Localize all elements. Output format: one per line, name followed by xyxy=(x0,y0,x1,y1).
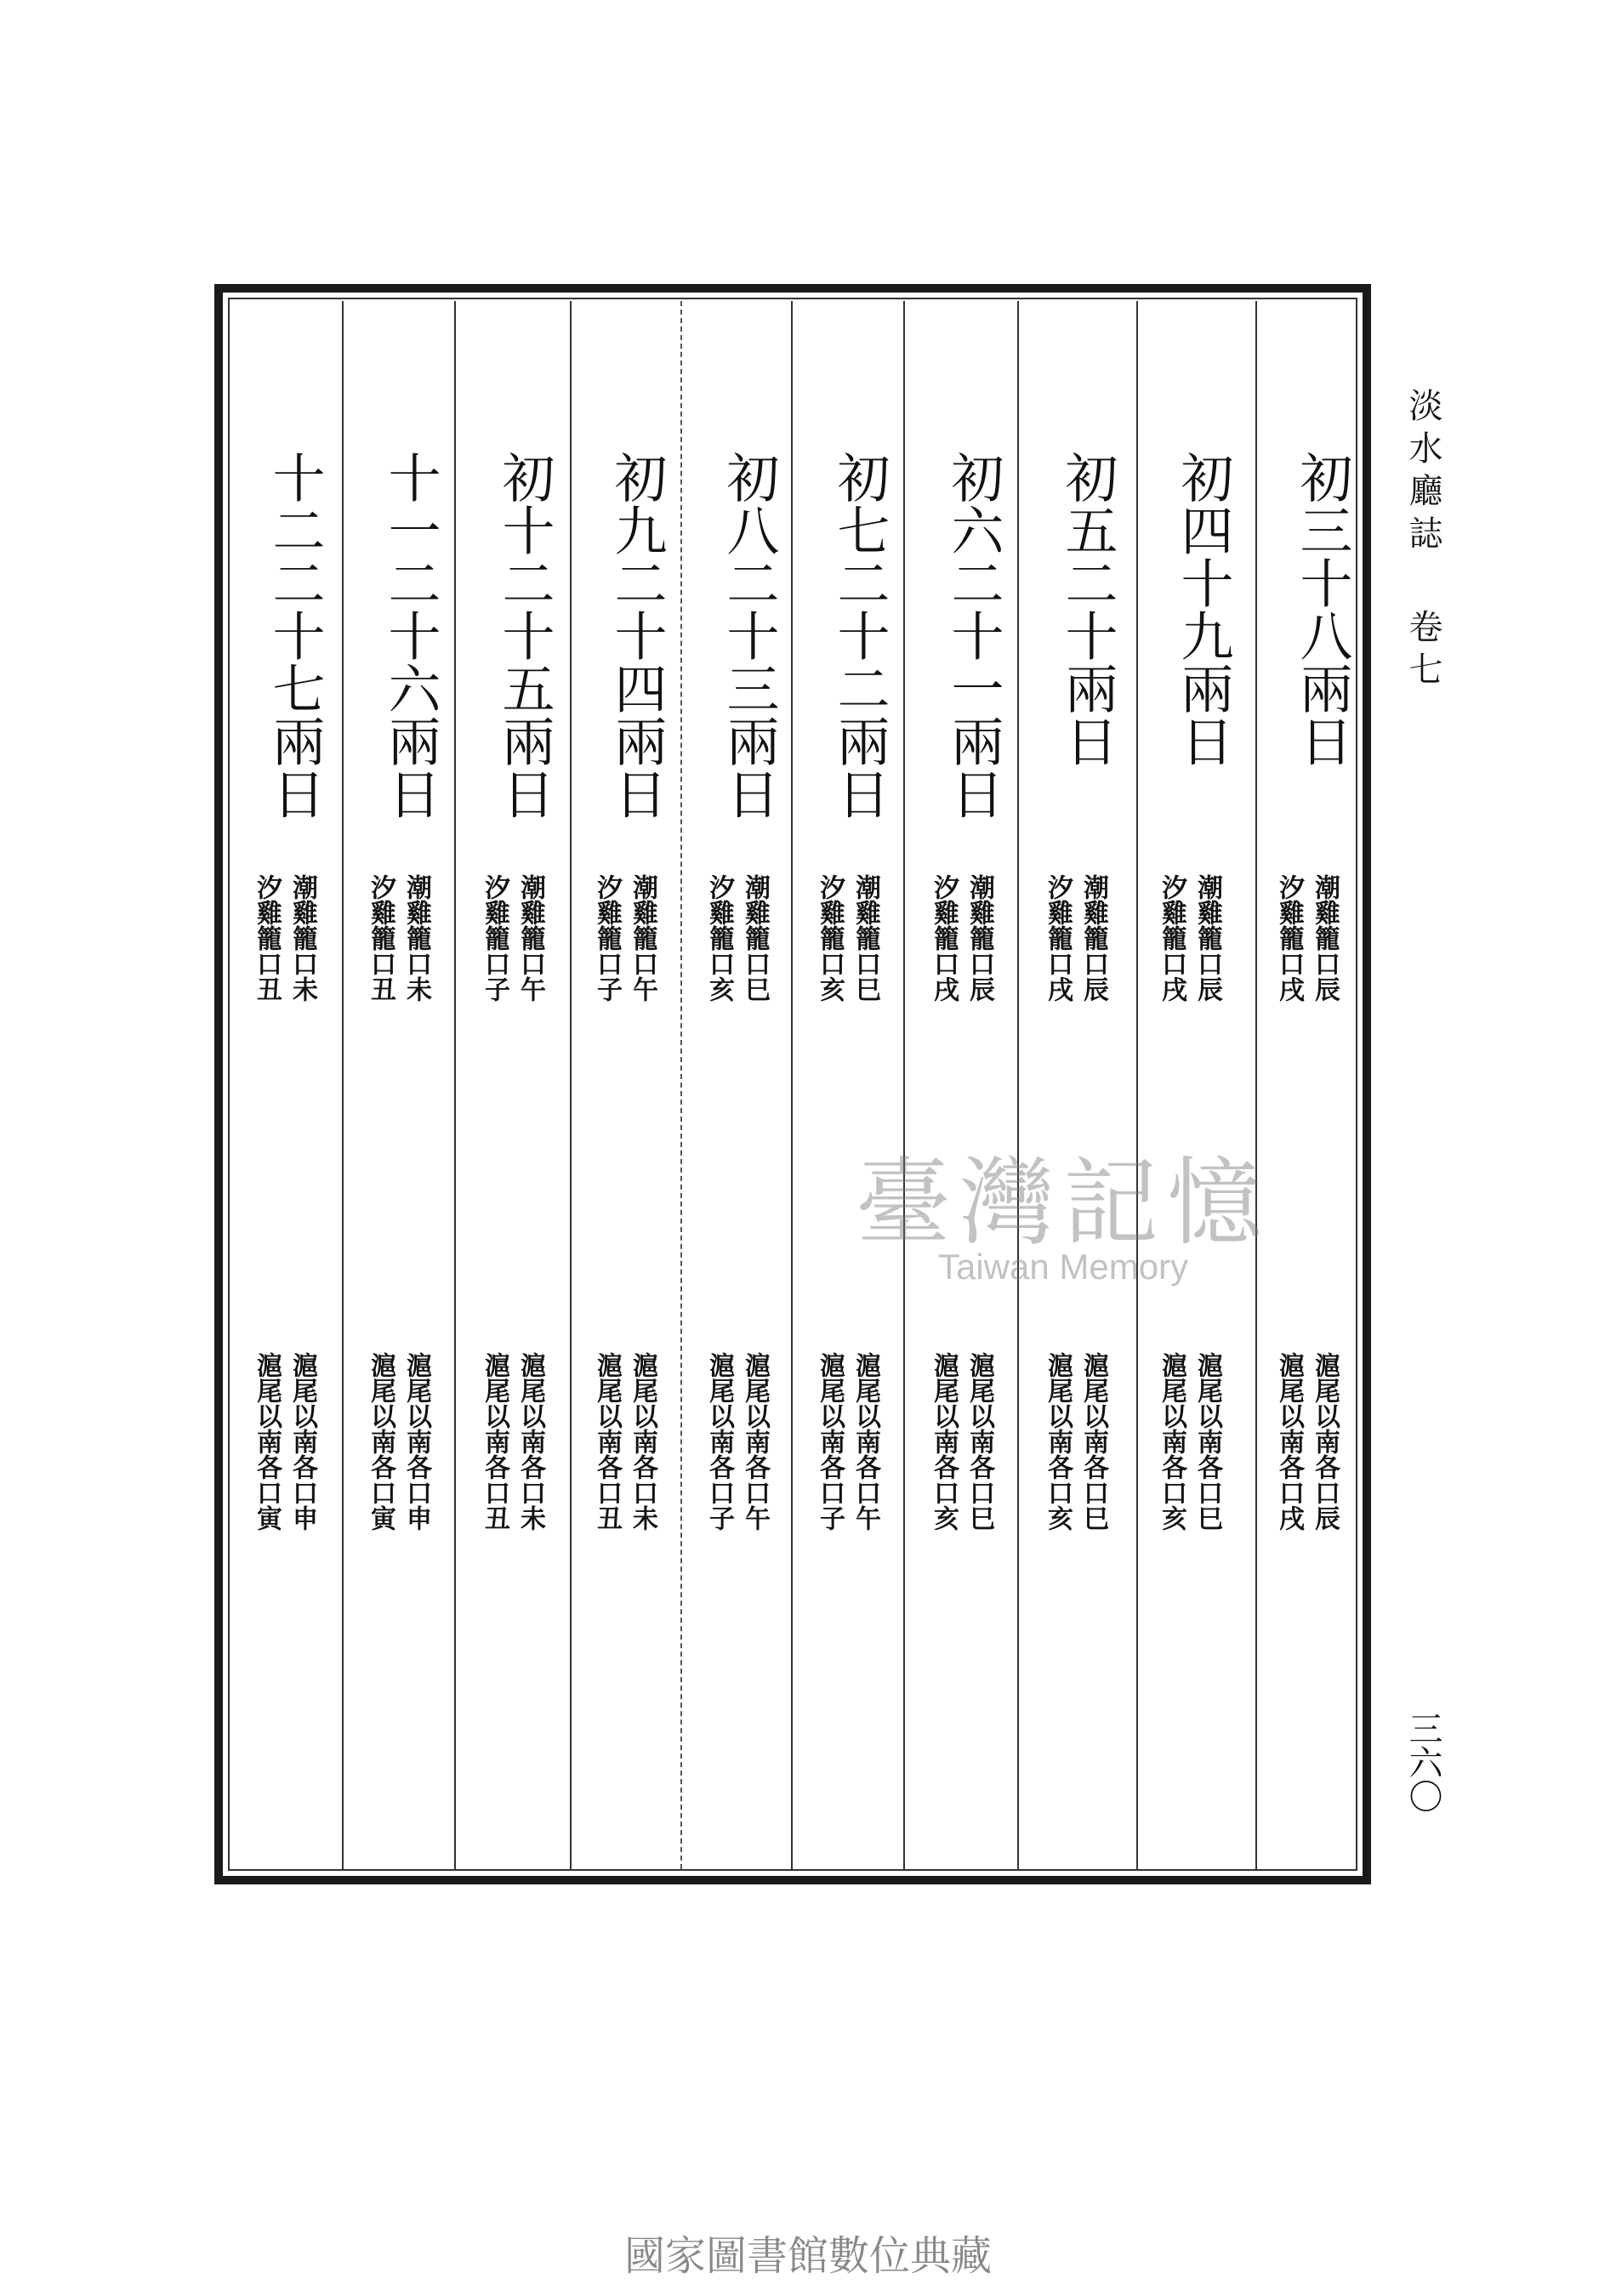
south-tide-entry xyxy=(808,1352,886,1531)
south-tide-entry xyxy=(922,1352,1000,1531)
flood-tide-south-ports: 滬尾以南各口巳 xyxy=(1192,1352,1222,1531)
north-tide-entry xyxy=(697,874,776,1002)
day-label: 十二二十七兩日 xyxy=(264,451,326,820)
footer-credit: 國家圖書館數位典藏 xyxy=(623,2232,992,2280)
flood-tide-keelung: 潮雞籠口未 xyxy=(401,874,431,1002)
ebb-tide-keelung: 汐雞籠口亥 xyxy=(704,874,734,1002)
column-divider xyxy=(680,301,682,1869)
ebb-tide-keelung: 汐雞籠口戌 xyxy=(1274,874,1304,1002)
watermark-english: Taiwan Memory xyxy=(937,1247,1189,1287)
volume-label: 卷七 xyxy=(1403,609,1442,694)
ebb-tide-keelung: 汐雞籠口戌 xyxy=(1157,874,1186,1002)
watermark-chinese: 臺灣記憶 xyxy=(856,1148,1271,1259)
ebb-tide-keelung: 汐雞籠口丑 xyxy=(366,874,395,1002)
page-number: 三六〇 xyxy=(1403,1711,1442,1813)
south-tide-entry xyxy=(585,1352,663,1531)
flood-tide-south-ports: 滬尾以南各口未 xyxy=(628,1352,657,1531)
column-divider xyxy=(342,301,344,1869)
watermark xyxy=(799,1148,1327,1288)
flood-tide-south-ports: 滬尾以南各口辰 xyxy=(1310,1352,1340,1531)
flood-tide-south-ports: 滬尾以南各口午 xyxy=(740,1352,770,1531)
ebb-tide-keelung: 汐雞籠口子 xyxy=(480,874,509,1002)
day-label: 初七二十二兩日 xyxy=(828,451,891,820)
ebb-tide-south-ports: 滬尾以南各口丑 xyxy=(592,1352,622,1531)
ebb-tide-south-ports: 滬尾以南各口寅 xyxy=(252,1352,282,1531)
ebb-tide-keelung: 汐雞籠口丑 xyxy=(252,874,282,1002)
north-tide-entry xyxy=(359,874,437,1002)
flood-tide-keelung: 潮雞籠口巳 xyxy=(851,874,880,1002)
column-divider xyxy=(903,301,905,1869)
flood-tide-keelung: 潮雞籠口辰 xyxy=(1078,874,1108,1002)
flood-tide-keelung: 潮雞籠口未 xyxy=(287,874,317,1002)
flood-tide-keelung: 潮雞籠口辰 xyxy=(1192,874,1222,1002)
ebb-tide-south-ports: 滬尾以南各口子 xyxy=(815,1352,845,1531)
column-divider xyxy=(1255,301,1257,1869)
book-title: 淡水廳誌 xyxy=(1403,388,1442,558)
south-tide-entry xyxy=(1036,1352,1114,1531)
column-divider xyxy=(454,301,456,1869)
day-label: 初五二十兩日 xyxy=(1056,451,1118,767)
ebb-tide-keelung: 汐雞籠口戌 xyxy=(1043,874,1073,1002)
day-label: 初九二十四兩日 xyxy=(606,451,668,820)
column-divider xyxy=(1017,301,1019,1869)
ebb-tide-keelung: 汐雞籠口子 xyxy=(592,874,622,1002)
south-tide-entry xyxy=(697,1352,776,1531)
ebb-tide-keelung: 汐雞籠口戌 xyxy=(929,874,959,1002)
north-tide-entry xyxy=(808,874,886,1002)
day-label: 十一二十六兩日 xyxy=(379,451,441,820)
column-divider xyxy=(570,301,572,1869)
south-tide-entry xyxy=(1150,1352,1228,1531)
running-head xyxy=(1385,388,1444,694)
ebb-tide-south-ports: 滬尾以南各口丑 xyxy=(480,1352,509,1531)
north-tide-entry xyxy=(245,874,323,1002)
south-tide-entry xyxy=(359,1352,437,1531)
day-label: 初四十九兩日 xyxy=(1172,451,1234,767)
north-tide-entry xyxy=(1150,874,1228,1002)
flood-tide-south-ports: 滬尾以南各口申 xyxy=(401,1352,431,1531)
north-tide-entry xyxy=(1036,874,1114,1002)
flood-tide-south-ports: 滬尾以南各口巳 xyxy=(964,1352,994,1531)
ebb-tide-south-ports: 滬尾以南各口亥 xyxy=(1157,1352,1186,1531)
ebb-tide-south-ports: 滬尾以南各口戌 xyxy=(1274,1352,1304,1531)
north-tide-entry xyxy=(1267,874,1346,1002)
day-label: 初十二十五兩日 xyxy=(493,451,555,820)
flood-tide-south-ports: 滬尾以南各口未 xyxy=(515,1352,545,1531)
day-label: 初八二十三兩日 xyxy=(718,451,780,820)
ebb-tide-south-ports: 滬尾以南各口寅 xyxy=(366,1352,395,1531)
flood-tide-keelung: 潮雞籠口午 xyxy=(515,874,545,1002)
flood-tide-keelung: 潮雞籠口辰 xyxy=(964,874,994,1002)
north-tide-entry xyxy=(585,874,663,1002)
column-divider xyxy=(1136,301,1138,1869)
ebb-tide-keelung: 汐雞籠口亥 xyxy=(815,874,845,1002)
ebb-tide-south-ports: 滬尾以南各口子 xyxy=(704,1352,734,1531)
flood-tide-south-ports: 滬尾以南各口午 xyxy=(851,1352,880,1531)
north-tide-entry xyxy=(473,874,551,1002)
ebb-tide-south-ports: 滬尾以南各口亥 xyxy=(929,1352,959,1531)
flood-tide-south-ports: 滬尾以南各口巳 xyxy=(1078,1352,1108,1531)
flood-tide-keelung: 潮雞籠口午 xyxy=(628,874,657,1002)
south-tide-entry xyxy=(473,1352,551,1531)
day-label: 初三十八兩日 xyxy=(1291,451,1353,767)
column-divider xyxy=(791,301,793,1869)
flood-tide-keelung: 潮雞籠口巳 xyxy=(740,874,770,1002)
south-tide-entry xyxy=(1267,1352,1346,1531)
day-label: 初六二十一兩日 xyxy=(942,451,1004,820)
south-tide-entry xyxy=(245,1352,323,1531)
flood-tide-south-ports: 滬尾以南各口申 xyxy=(287,1352,317,1531)
flood-tide-keelung: 潮雞籠口辰 xyxy=(1310,874,1340,1002)
ebb-tide-south-ports: 滬尾以南各口亥 xyxy=(1043,1352,1073,1531)
north-tide-entry xyxy=(922,874,1000,1002)
